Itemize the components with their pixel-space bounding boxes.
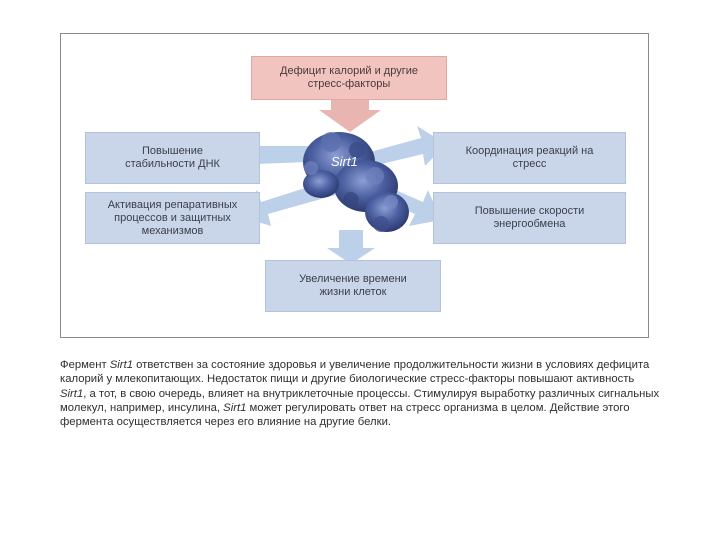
caption-part: может регулировать ответ на стресс организма в целом. Действие этого фермента осуществляется через его влияние на другие белки.	[60, 401, 630, 429]
figure-caption	[60, 358, 660, 429]
node-dna-stability	[85, 132, 260, 184]
node-repair-activation-text: Активация репаративных процессов и защитных механизмов	[107, 198, 238, 237]
node-stress-coordination-text: Координация реакций на стресс	[465, 145, 594, 170]
caption-enzyme-name: Sirt1	[109, 359, 133, 371]
caption-part: Фермент	[60, 359, 110, 371]
node-cell-lifespan	[265, 260, 441, 312]
node-energy-metabolism	[433, 192, 626, 244]
caption-enzyme-name: Sirt1	[60, 387, 84, 400]
diagram-frame	[60, 33, 649, 338]
node-stress-factors-text: Дефицит калорий и другие стресс-факторы	[280, 65, 418, 90]
node-stress-coordination	[433, 132, 626, 184]
caption-enzyme-name: Sirt1	[223, 401, 247, 414]
node-energy-metabolism-text: Повышение скорости энергообмена	[474, 205, 585, 230]
caption-part: ответствен за состояние здоровья и увеличение продолжительности жизни в условиях дефицита калорий у млекопитающих. Недостаток пищи и другие биологические стресс-факторы повышают активность	[60, 359, 650, 386]
node-cell-lifespan-text: Увеличение времени жизни клеток	[299, 273, 407, 298]
arrow-to-lifespan	[327, 230, 375, 264]
sirt1-label: Sirt1	[331, 154, 358, 169]
caption-part: , а тот, в свою очередь, влияет на внутриклеточные процессы. Стимулируя выработку различных сигнальных молекул, например, инсулина,	[60, 387, 660, 414]
node-stress-factors	[251, 56, 447, 100]
node-repair-activation	[85, 192, 260, 244]
node-dna-stability-text: Повышение стабильности ДНК	[125, 145, 220, 170]
